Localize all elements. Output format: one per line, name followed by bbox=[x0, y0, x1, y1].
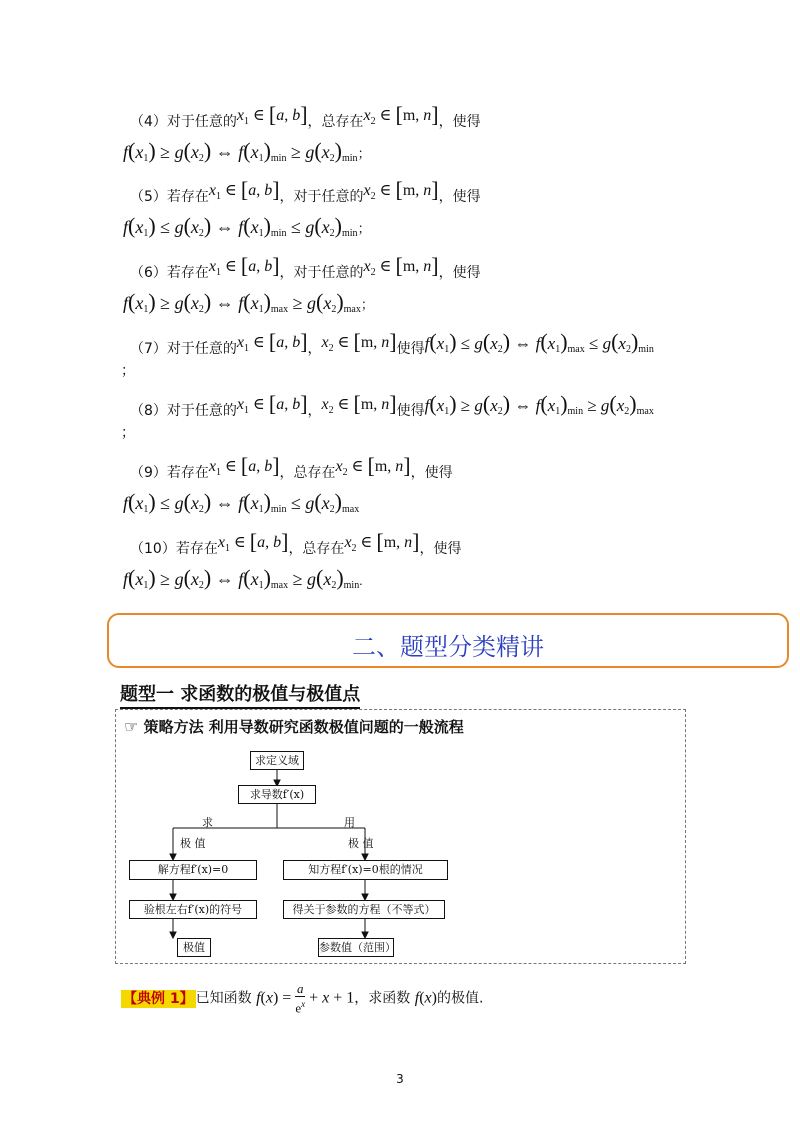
example-tag: 【典例 1】 bbox=[123, 990, 194, 1007]
condition-item-9: （9）若存在$x_1$ ∈ [a, b]，总存在$x_2$ ∈ [m, n]，使得 bbox=[130, 453, 453, 481]
item-end-mark: ； bbox=[121, 363, 135, 379]
flow-label-left-bottom: 极 值 bbox=[180, 837, 206, 850]
flow-derivative: 求导数f′(x) bbox=[238, 785, 316, 804]
item-end-mark: ； bbox=[121, 425, 135, 441]
item-number: （5） bbox=[130, 189, 167, 205]
flow-check: 验根左右f′(x)的符号 bbox=[129, 900, 257, 919]
item-number: （6） bbox=[130, 265, 167, 281]
condition-item-7: （7）对于任意的$x_1$ ∈ [a, b]，$x_2$ ∈ [m, n]使得$f(x_1) \le g(x_2)$ ⇔ $f(x_1)_{max} \le g(x_2)_{min}$ bbox=[130, 329, 654, 357]
item-text: 若存在 bbox=[166, 465, 209, 481]
example-target: f(x) bbox=[414, 989, 437, 1007]
item-text: 若存在 bbox=[175, 541, 218, 557]
condition-item-5: （5）若存在$x_1$ ∈ [a, b]，对于任意的$x_2$ ∈ [m, n]，使得 bbox=[130, 177, 481, 205]
example-prefix: 已知函数 bbox=[195, 990, 252, 1007]
condition-item-4: （4）对于任意的$x_1$ ∈ [a, b]，总存在$x_2$ ∈ [m, n]，使得 bbox=[130, 102, 481, 130]
page-number: 3 bbox=[396, 1072, 404, 1086]
item-text: 对于任意的 bbox=[166, 114, 237, 130]
flow-param: 参数值（范围） bbox=[318, 938, 394, 957]
flow-extreme: 极值 bbox=[177, 938, 211, 957]
strategy-box bbox=[115, 709, 686, 964]
item-text: 对于任意的 bbox=[166, 341, 237, 357]
item-text: 若存在 bbox=[166, 189, 209, 205]
inequality-formula: $f(x_1) \ge g(x_2)$ ⇔ $f(x_1)_{max} \ge g(x_2)_{min}$. bbox=[123, 565, 363, 591]
condition-item-8: （8）对于任意的$x_1$ ∈ [a, b]，$x_2$ ∈ [m, n]使得$f(x_1) \ge g(x_2)$ ⇔ $f(x_1)_{min} \ge g(x_2)_{max}$ bbox=[130, 391, 654, 419]
inequality-formula: $f(x_1) \le g(x_2)$ ⇔ $f(x_1)_{max} \le g(x_2)_{min}$ bbox=[424, 329, 654, 355]
flow-solve: 解方程f′(x)=0 bbox=[129, 860, 257, 880]
section-banner bbox=[107, 613, 789, 668]
flow-label-left-top: 求 bbox=[202, 816, 213, 829]
section-heading: 题型一 求函数的极值与极值点 bbox=[120, 680, 360, 709]
item-text: 对于任意的 bbox=[166, 403, 237, 419]
flow-know: 知方程f′(x)=0根的情况 bbox=[283, 860, 448, 880]
example-1 bbox=[121, 982, 483, 1015]
item-number: （7） bbox=[130, 341, 167, 357]
item-text: 若存在 bbox=[166, 265, 209, 281]
condition-item-6: （6）若存在$x_1$ ∈ [a, b]，对于任意的$x_2$ ∈ [m, n]，使得 bbox=[130, 253, 481, 281]
inequality-formula: $f(x_1) \le g(x_2)$ ⇔ $f(x_1)_{min} \le g(x_2)_{min}$； bbox=[123, 213, 371, 239]
strategy-title-text: 策略方法 利用导数研究函数极值问题的一般流程 bbox=[143, 718, 464, 736]
flow-label-right-top: 用 bbox=[344, 816, 355, 829]
example-mid: ，求函数 bbox=[354, 990, 411, 1007]
flow-equation: 得关于参数的方程（不等式） bbox=[283, 900, 445, 919]
inequality-formula: $f(x_1) \ge g(x_2)$ ⇔ $f(x_1)_{min} \ge g(x_2)_{max}$ bbox=[424, 391, 654, 417]
example-suffix: 的极值. bbox=[436, 990, 484, 1007]
item-number: （10） bbox=[130, 541, 176, 557]
inequality-formula: $f(x_1) \ge g(x_2)$ ⇔ $f(x_1)_{min} \ge g(x_2)_{min}$； bbox=[123, 138, 371, 164]
example-function: f(x) = $\frac{a}{e^x}$ + x + 1 bbox=[256, 981, 355, 1016]
condition-item-10: （10）若存在$x_1$ ∈ [a, b]，总存在$x_2$ ∈ [m, n]，使得 bbox=[130, 529, 462, 557]
flow-domain: 求定义域 bbox=[250, 751, 304, 770]
item-number: （4） bbox=[130, 114, 167, 130]
item-number: （9） bbox=[130, 465, 167, 481]
inequality-formula: $f(x_1) \ge g(x_2)$ ⇔ $f(x_1)_{max} \ge g(x_2)_{max}$； bbox=[123, 289, 374, 315]
flow-label-right-bottom: 极 值 bbox=[348, 837, 374, 850]
item-number: （8） bbox=[130, 403, 167, 419]
pointing-hand-icon: ☞ bbox=[124, 717, 139, 736]
inequality-formula: $f(x_1) \le g(x_2)$ ⇔ $f(x_1)_{min} \le g(x_2)_{max}$ bbox=[123, 489, 360, 515]
banner-title: 二、题型分类精讲 bbox=[352, 633, 544, 661]
